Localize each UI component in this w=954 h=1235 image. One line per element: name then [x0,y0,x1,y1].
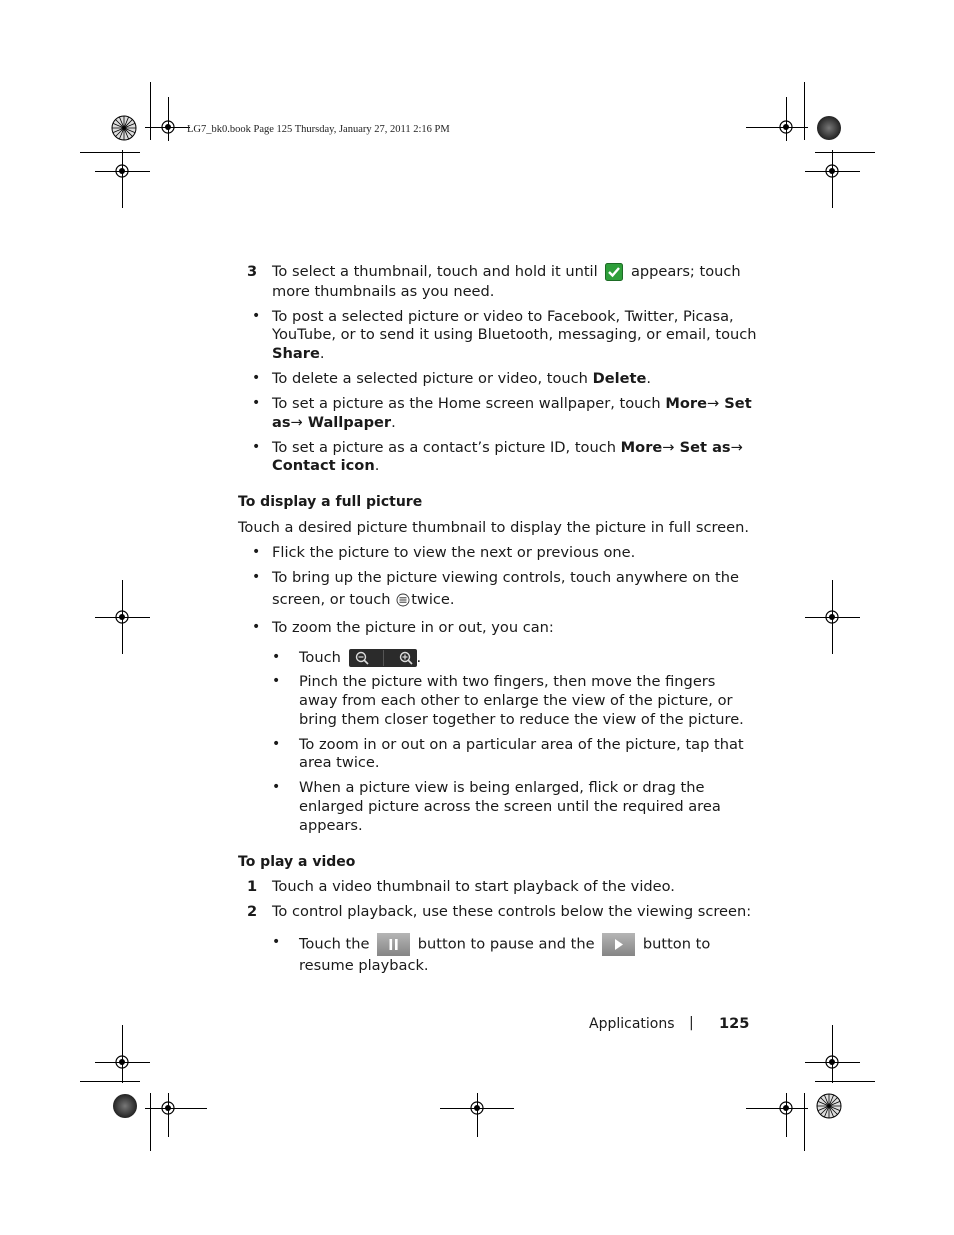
step3-text-b: appears; touch [630,263,741,280]
arrow: → [290,414,303,431]
sub-bullet: • [272,673,281,689]
step3-text-a: To select a thumbnail, touch and hold it until [272,263,598,280]
wallpaper-line1 [272,394,752,413]
controls-text-a: screen, or touch [272,591,391,608]
pause-play-line1 [299,933,710,956]
bullet: • [252,544,261,560]
pause-icon [377,933,410,956]
arrow: → [730,439,743,456]
step-number-2: 2 [247,903,258,920]
sub-bullet: • [272,934,281,950]
controls-line2 [272,590,455,609]
set-keyword: Set [719,395,752,412]
contact-line2 [272,456,379,475]
pause-play-line2: resume playback. [299,957,429,974]
zoom-controls-icon [349,649,417,667]
contact-icon-keyword: Contact icon [272,457,375,474]
footer-separator: | [689,1015,694,1031]
delete-text: To delete a selected picture or video, touch [272,370,593,387]
book-header: LG7_bk0.book Page 125 Thursday, January 27, 2011 2:16 PM [187,124,450,135]
bullet: • [252,619,261,635]
pinch-line3: bring them closer together to reduce the view of the picture. [299,711,744,728]
bullet: • [252,395,261,411]
more-keyword: More [665,395,707,412]
controls-text-b: twice. [411,591,455,608]
step3-line2: more thumbnails as you need. [272,283,495,300]
period: . [319,345,325,362]
page-number: 125 [719,1015,750,1032]
drag-line3: appears. [299,817,363,834]
pause-text-b: button to pause and the [417,935,595,953]
tap-line1: To zoom in or out on a particular area of the picture, tap that [299,736,744,753]
share-line3 [272,344,324,363]
pause-text-c: button to [642,935,711,953]
arrow: → [662,439,675,456]
step-number-1: 1 [247,878,258,895]
bullet: • [252,370,261,386]
sub-bullet: • [272,779,281,795]
pinch-line2: away from each other to enlarge the view of the picture, or [299,692,733,709]
wallpaper-text: To set a picture as the Home screen wallpaper, touch [272,395,666,412]
period: . [391,414,396,431]
play-icon [602,933,635,956]
sub-bullet: • [272,736,281,752]
wallpaper-keyword: Wallpaper [302,414,392,431]
pinch-line1: Pinch the picture with two fingers, then move the fingers [299,673,716,690]
video-step2: To control playback, use these controls below the viewing screen: [272,903,752,920]
pause-text-a: Touch the [299,935,370,953]
bullet: • [252,569,261,585]
drag-line1: When a picture view is being enlarged, flick or drag the [299,779,705,796]
bullet: • [252,439,261,455]
footer-section: Applications [589,1016,675,1032]
flick-text: Flick the picture to view the next or previous one. [272,544,636,561]
arrow: → [706,395,720,412]
set-as-keyword: Set as [674,439,731,456]
contact-text: To set a picture as a contact’s picture ID, touch [272,439,621,456]
step-number-3: 3 [247,263,258,280]
step3-line1 [272,262,741,281]
controls-line1: To bring up the picture viewing controls, touch anywhere on the [272,569,739,586]
contact-line1 [272,438,743,457]
share-keyword: Share [272,345,320,362]
period: . [646,370,652,387]
drag-line2: enlarged picture across the screen until the required area [299,798,721,815]
sub-bullet: • [272,649,281,665]
wallpaper-line2 [272,413,396,432]
menu-icon [396,593,410,607]
more-keyword: More [620,439,663,456]
video-step1: Touch a video thumbnail to start playback of the video. [272,878,675,895]
share-line1: To post a selected picture or video to Facebook, Twitter, Picasa, [272,308,734,325]
full-picture-intro: Touch a desired picture thumbnail to display the picture in full screen. [238,519,749,536]
delete-line [272,369,651,388]
share-line2: YouTube, or to send it using Bluetooth, messaging, or email, touch [272,326,757,343]
section-heading-full-picture: To display a full picture [238,494,423,510]
as-keyword: as [272,414,291,431]
section-heading-video: To play a video [238,854,356,870]
period: . [416,649,422,666]
zoom-intro: To zoom the picture in or out, you can: [272,619,554,636]
touch-label: Touch [299,649,341,666]
delete-keyword: Delete [592,370,647,387]
touch-zoom-line [299,648,421,667]
period: . [374,457,380,474]
checkmark-icon [605,263,623,281]
bullet: • [252,308,261,324]
tap-line2: area twice. [299,754,380,771]
